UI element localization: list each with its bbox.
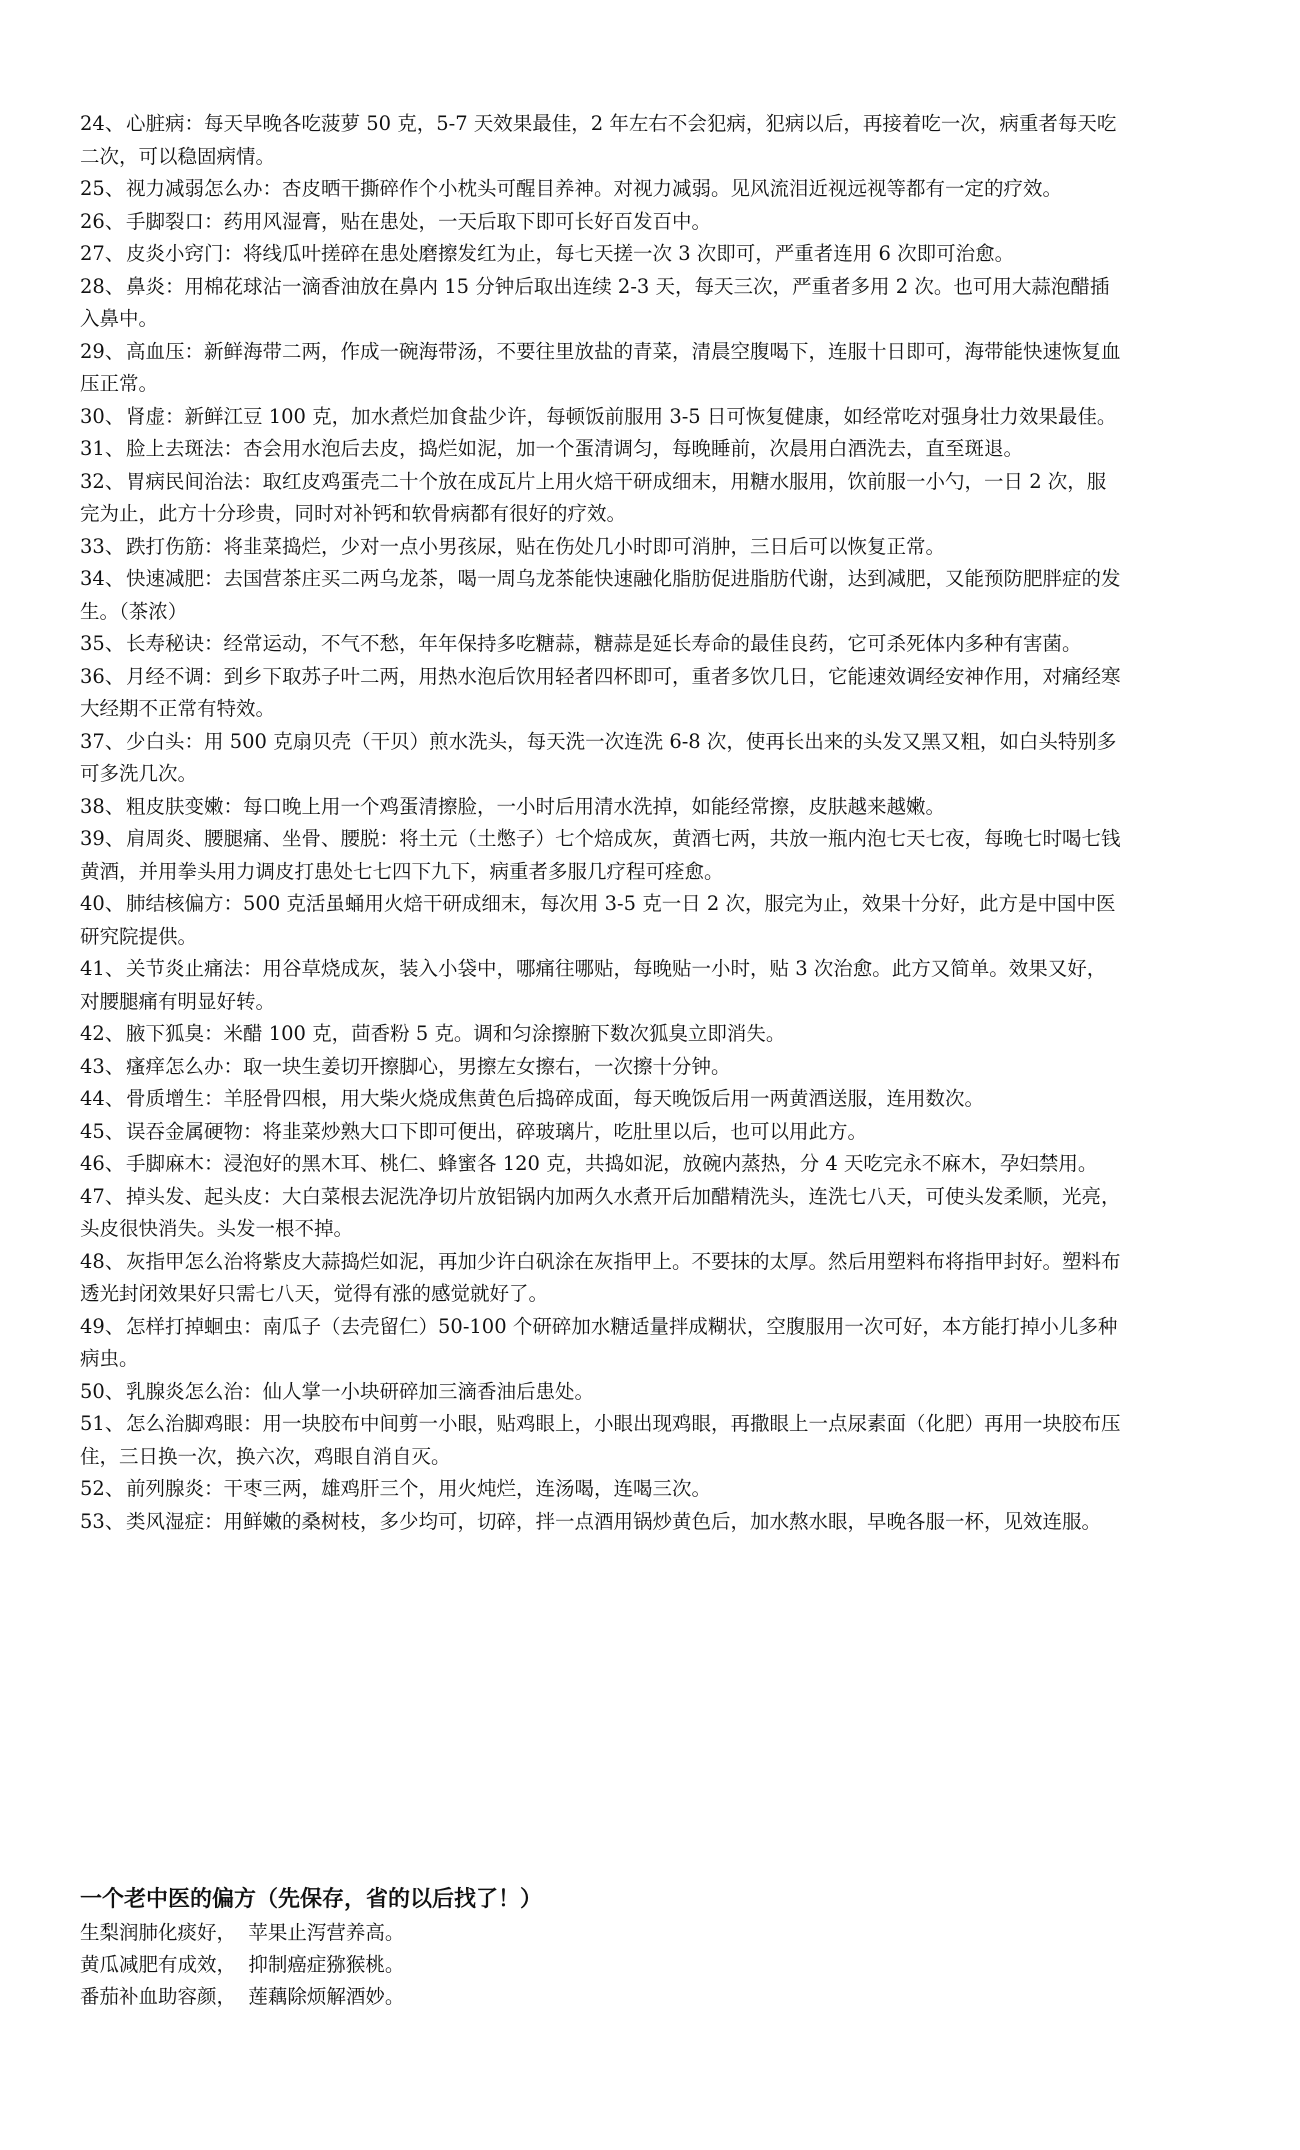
remedy-entry (80, 953, 1125, 1018)
entry-number: 27、 (80, 242, 125, 265)
remedy-entry (80, 173, 1125, 206)
entry-number: 32、 (80, 469, 125, 493)
entry-number: 52、 (80, 1477, 125, 1500)
remedy-entry (80, 628, 1125, 661)
entry-text: 皮炎小窍门：将线瓜叶搓碎在患处磨擦发红为止，每七天搓一次 3 次即可，严重者连用 6 次即可治愈。 (126, 242, 1015, 265)
entry-number: 36、 (80, 664, 125, 688)
entry-text: 类风湿症：用鲜嫩的桑树枝，多少均可，切碎，拌一点酒用锅炒黄色后，加水熬水眼，早晚各服一杯，见效连服。 (126, 1509, 1102, 1533)
rhyme-line: 番茄补血助容颜， 莲藕除烦解酒妙。 (80, 1985, 405, 2008)
entry-number: 48、 (80, 1249, 125, 1273)
remedy-entry (80, 336, 1125, 401)
remedy-entry (80, 1246, 1125, 1311)
entry-text: 怎么治脚鸡眼：用一块胶布中间剪一小眼，贴鸡眼上，小眼出现鸡眼，再撒眼上一点尿素面（化肥）再用一块胶布压住，三日换一次，换六次，鸡眼自消自灭。 (80, 1412, 1121, 1468)
entry-text: 鼻炎：用棉花球沾一滴香油放在鼻内 15 分钟后取出连续 2-3 天，每天三次，严重者多用 2 次。也可用大蒜泡醋插入鼻中。 (80, 274, 1110, 330)
entry-number: 39、 (80, 827, 125, 850)
entry-text: 长寿秘诀：经常运动，不气不愁，年年保持多吃糖蒜，糖蒜是延长寿命的最佳良药，它可杀死体内多种有害菌。 (126, 632, 1082, 655)
remedy-entry (80, 206, 1125, 239)
entry-number: 30、 (80, 404, 125, 428)
entry-text: 骨质增生：羊胫骨四根，用大柴火烧成焦黄色后捣碎成面，每天晚饭后用一两黄酒送服，连用数次。 (126, 1087, 985, 1110)
remedy-entry (80, 726, 1125, 791)
rhyme-block (80, 1917, 404, 2013)
entry-number: 46、 (80, 1152, 125, 1175)
entry-text: 乳腺炎怎么治：仙人掌一小块研碎加三滴香油后患处。 (126, 1379, 595, 1403)
entry-text: 怎样打掉蛔虫：南瓜子（去壳留仁）50-100 个研碎加水糖适量拌成糊状，空腹服用一次可好，本方能打掉小儿多种病虫。 (80, 1314, 1118, 1370)
remedy-entry (80, 271, 1125, 336)
entry-number: 47、 (80, 1184, 125, 1208)
section-heading: 一个老中医的偏方（先保存，省的以后找了！） (80, 1887, 543, 1912)
entry-text: 灰指甲怎么治将紫皮大蒜捣烂如泥，再加少许白矾涂在灰指甲上。不要抹的太厚。然后用塑料布将指甲封好。塑料布透光封闭效果好只需七八天，觉得有涨的感觉就好了。 (80, 1249, 1121, 1305)
entry-text: 肾虚：新鲜江豆 100 克，加水煮烂加食盐少许，每顿饭前服用 3-5 日可恢复健康，如经常吃对强身壮力效果最佳。 (126, 404, 1117, 428)
entry-text: 脸上去斑法：杏会用水泡后去皮，捣烂如泥，加一个蛋清调匀，每晚睡前，次晨用白酒洗去，直至斑退。 (126, 437, 1024, 460)
entry-number: 29、 (80, 339, 125, 363)
entry-text: 胃病民间治法：取红皮鸡蛋壳二十个放在成瓦片上用火焙干研成细末，用糖水服用，饮前服一小勺，一日 2 次，服完为止，此方十分珍贵，同时对补钙和软骨病都有很好的疗效。 (80, 469, 1107, 525)
remedy-entry (80, 1311, 1125, 1376)
entry-text: 跌打伤筋：将韭菜捣烂，少对一点小男孩尿，贴在伤处几小时即可消肿，三日后可以恢复正常。 (126, 534, 946, 558)
remedy-entry (80, 888, 1125, 953)
remedy-entry (80, 1083, 1125, 1116)
entry-text: 快速减肥：去国营茶庄买二两乌龙茶，喝一周乌龙茶能快速融化脂肪促进脂肪代谢，达到减肥，又能预防肥胖症的发生。（茶浓） (80, 567, 1121, 623)
entry-number: 28、 (80, 274, 125, 298)
entry-text: 高血压：新鲜海带二两，作成一碗海带汤，不要往里放盐的青菜，清晨空腹喝下，连服十日即可，海带能快速恢复血压正常。 (80, 339, 1121, 395)
entry-text: 腋下狐臭：米醋 100 克，茴香粉 5 克。调和匀涂擦腑下数次狐臭立即消失。 (126, 1022, 786, 1045)
entry-number: 44、 (80, 1087, 125, 1110)
remedy-entry (80, 1376, 1125, 1409)
entry-number: 40、 (80, 892, 125, 915)
entry-number: 42、 (80, 1022, 125, 1045)
remedy-entry (80, 1506, 1125, 1539)
remedy-entry (80, 1181, 1125, 1246)
entry-number: 49、 (80, 1314, 125, 1338)
entry-text: 掉头发、起头皮：大白菜根去泥洗净切片放铝锅内加两久水煮开后加醋精洗头，连洗七八天，可使头发柔顺，光亮，头皮很快消失。头发一根不掉。 (80, 1184, 1121, 1240)
remedy-entry (80, 1473, 1125, 1506)
remedy-entry (80, 1051, 1125, 1084)
entry-text: 前列腺炎：干枣三两，雄鸡肝三个，用火炖烂，连汤喝，连喝三次。 (126, 1477, 712, 1500)
entry-text: 心脏病：每天早晚各吃菠萝 50 克，5-7 天效果最佳，2 年左右不会犯病，犯病以后，再接着吃一次，病重者每天吃二次，可以稳固病情。 (80, 112, 1117, 168)
remedy-entry (80, 563, 1125, 628)
entry-number: 34、 (80, 567, 125, 590)
entry-number: 31、 (80, 437, 125, 460)
entry-number: 50、 (80, 1379, 125, 1403)
entry-text: 肺结核偏方：500 克活虽蛹用火焙干研成细末，每次用 3-5 克一日 2 次，服完为止，效果十分好，此方是中国中医研究院提供。 (80, 892, 1116, 948)
entry-number: 38、 (80, 794, 125, 818)
remedy-entry (80, 661, 1125, 726)
remedy-entry (80, 531, 1125, 564)
entry-text: 月经不调：到乡下取苏子叶二两，用热水泡后饮用轻者四杯即可，重者多饮几日，它能速效调经安神作用，对痛经寒大经期不正常有特效。 (80, 664, 1121, 720)
remedy-entry (80, 1116, 1125, 1149)
remedy-entry (80, 466, 1125, 531)
entry-text: 粗皮肤变嫩：每口晚上用一个鸡蛋清擦脸，一小时后用清水洗掉，如能经常擦，皮肤越来越嫩。 (126, 794, 946, 818)
entry-text: 少白头：用 500 克扇贝壳（干贝）煎水洗头，每天洗一次连洗 6-8 次，使再长出来的头发又黑又粗，如白头特别多可多洗几次。 (80, 729, 1117, 785)
remedy-entry (80, 1148, 1125, 1181)
entry-text: 肩周炎、腰腿痛、坐骨、腰脱：将土元（土憋子）七个焙成灰，黄酒七两，共放一瓶内泡七天七夜，每晚七时喝七钱黄酒，并用拳头用力调皮打患处七七四下九下，病重者多服几疗程可痊愈。 (80, 827, 1121, 883)
entry-number: 24、 (80, 112, 125, 135)
entry-number: 25、 (80, 177, 125, 200)
remedy-entry (80, 401, 1125, 434)
remedy-list (80, 108, 1125, 1538)
remedy-entry (80, 1408, 1125, 1473)
entry-number: 51、 (80, 1412, 125, 1435)
entry-number: 37、 (80, 729, 125, 753)
remedy-entry (80, 823, 1125, 888)
entry-number: 45、 (80, 1119, 125, 1143)
entry-text: 误吞金属硬物：将韭菜炒熟大口下即可便出，碎玻璃片，吃肚里以后，也可以用此方。 (126, 1119, 868, 1143)
remedy-entry (80, 1018, 1125, 1051)
entry-number: 26、 (80, 209, 125, 233)
entry-number: 53、 (80, 1509, 125, 1533)
entry-text: 视力减弱怎么办：杏皮晒干撕碎作个小枕头可醒目养神。对视力减弱。见风流泪近视远视等都有一定的疗效。 (126, 177, 1063, 200)
entry-text: 手脚裂口：药用风湿膏，贴在患处，一天后取下即可长好百发百中。 (126, 209, 712, 233)
remedy-entry (80, 433, 1125, 466)
remedy-entry (80, 238, 1125, 271)
entry-number: 41、 (80, 957, 125, 980)
rhyme-line: 生梨润肺化痰好， 苹果止泻营养高。 (80, 1921, 405, 1944)
entry-number: 35、 (80, 632, 125, 655)
remedy-entry (80, 108, 1125, 173)
entry-text: 关节炎止痛法：用谷草烧成灰，装入小袋中，哪痛往哪贴，每晚贴一小时，贴 3 次治愈。此方又简单。效果又好，对腰腿痛有明显好转。 (80, 957, 1107, 1013)
entry-text: 瘙痒怎么办：取一块生姜切开擦脚心，男擦左女擦右，一次擦十分钟。 (126, 1054, 731, 1078)
entry-number: 33、 (80, 534, 125, 558)
rhyme-line: 黄瓜减肥有成效， 抑制癌症猕猴桃。 (80, 1953, 405, 1976)
entry-text: 手脚麻木：浸泡好的黑木耳、桃仁、蜂蜜各 120 克，共捣如泥，放碗内蒸热，分 4 天吃完永不麻木，孕妇禁用。 (126, 1152, 1098, 1175)
entry-number: 43、 (80, 1054, 125, 1078)
remedy-entry (80, 791, 1125, 824)
